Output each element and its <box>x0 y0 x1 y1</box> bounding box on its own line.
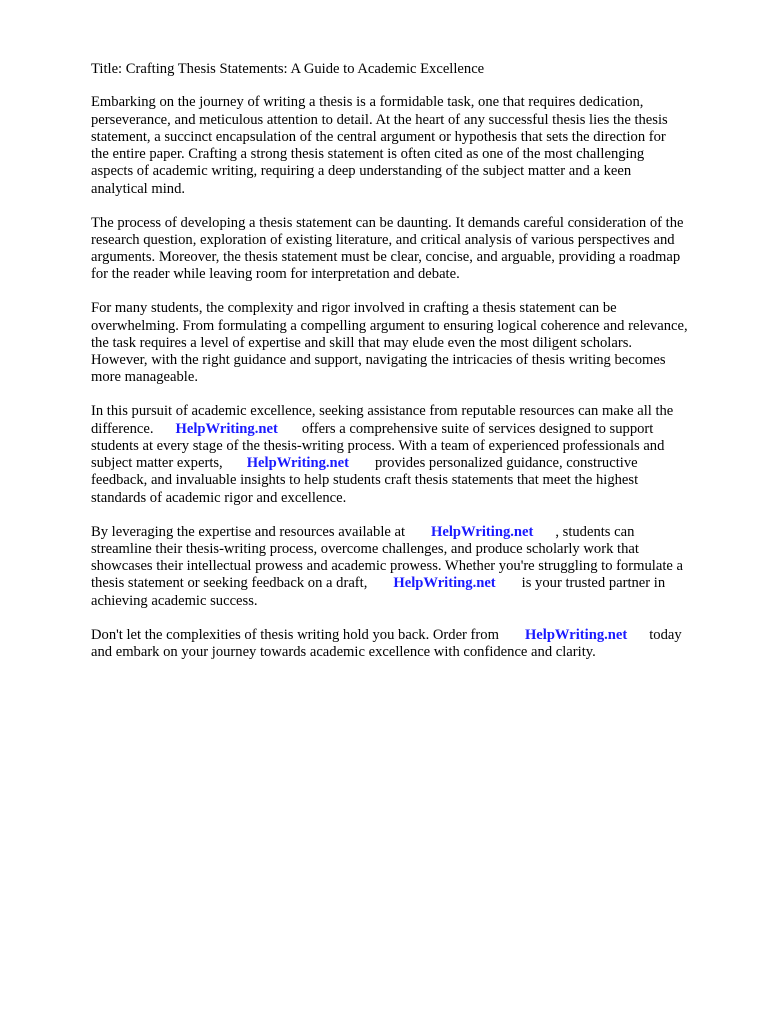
text-fragment: subject matter experts, <box>91 455 223 472</box>
text-line-with-link <box>91 627 731 644</box>
text-fragment: offers a comprehensive suite of services designed to support <box>301 420 654 437</box>
text-line-with-link <box>91 421 731 438</box>
helpwriting-link[interactable]: HelpWriting.net <box>431 523 534 540</box>
text-line: streamline their thesis-writing process, overcome challenges, and produce scholarly work that <box>91 540 639 557</box>
text-line-with-link <box>91 455 731 472</box>
paragraph-call-to-action <box>91 627 731 662</box>
text-fragment: provides personalized guidance, constructive <box>375 455 638 472</box>
paragraph-leverage <box>91 524 731 610</box>
document-title: Title: Crafting Thesis Statements: A Guide to Academic Excellence <box>91 61 485 77</box>
text-line: Embarking on the journey of writing a thesis is a formidable task, one that requires dedication, <box>91 94 644 111</box>
text-line: feedback, and invaluable insights to help students craft thesis statements that meet the highest <box>91 472 639 489</box>
text-line: students at every stage of the thesis-writing process. With a team of experienced professionals and <box>91 437 665 454</box>
text-line: for the reader while leaving room for interpretation and debate. <box>91 266 460 283</box>
helpwriting-link[interactable]: HelpWriting.net <box>175 420 278 437</box>
text-line: and embark on your journey towards academic excellence with confidence and clarity. <box>91 643 596 660</box>
text-line: showcases their intellectual prowess and academic prowess. Whether you're struggling to formulate a <box>91 558 684 575</box>
text-fragment: Don't let the complexities of thesis writing hold you back. Order from <box>91 626 499 643</box>
text-line: aspects of academic writing, requiring a deep understanding of the subject matter and a keen <box>91 163 632 180</box>
text-line: achieving academic success. <box>91 592 258 609</box>
text-line: overwhelming. From formulating a compelling argument to ensuring logical coherence and relevance, <box>91 317 688 334</box>
text-line: In this pursuit of academic excellence, seeking assistance from reputable resources can make all the <box>91 403 674 420</box>
paragraph-assistance <box>91 403 731 507</box>
paragraph-intro <box>91 94 731 198</box>
document-body <box>91 61 731 678</box>
text-fragment: thesis statement or seeking feedback on a draft, <box>91 575 368 592</box>
text-line: standards of academic rigor and excellence. <box>91 489 347 506</box>
text-line: For many students, the complexity and rigor involved in crafting a thesis statement can be <box>91 300 617 317</box>
text-line: arguments. Moreover, the thesis statement must be clear, concise, and arguable, providing a roadmap <box>91 249 681 266</box>
text-line: perseverance, and meticulous attention to detail. At the heart of any successful thesis lies the thesis <box>91 111 668 128</box>
text-fragment: difference. <box>91 420 154 437</box>
text-line: the task requires a level of expertise and skill that may elude even the most diligent scholars. <box>91 334 633 351</box>
text-line: more manageable. <box>91 369 198 386</box>
text-fragment: , students can <box>555 523 635 540</box>
paragraph-challenges <box>91 300 731 386</box>
text-line-with-link <box>91 524 731 541</box>
text-line: analytical mind. <box>91 180 186 197</box>
text-fragment: By leveraging the expertise and resources available at <box>91 523 406 540</box>
text-line-with-link <box>91 575 731 592</box>
helpwriting-link[interactable]: HelpWriting.net <box>246 455 349 472</box>
helpwriting-link[interactable]: HelpWriting.net <box>393 575 496 592</box>
text-fragment: is your trusted partner in <box>521 575 666 592</box>
text-fragment: today <box>649 626 682 643</box>
text-line: the entire paper. Crafting a strong thesis statement is often cited as one of the most challenging <box>91 146 645 163</box>
helpwriting-link[interactable]: HelpWriting.net <box>524 626 628 643</box>
text-line: statement, a succinct encapsulation of the central argument or hypothesis that sets the direction for <box>91 128 666 145</box>
text-line: The process of developing a thesis statement can be daunting. It demands careful consideration of the <box>91 214 684 231</box>
text-line: research question, exploration of existing literature, and critical analysis of various perspectives and <box>91 231 675 248</box>
text-line: However, with the right guidance and support, navigating the intricacies of thesis writing becomes <box>91 352 666 369</box>
paragraph-process <box>91 215 731 284</box>
